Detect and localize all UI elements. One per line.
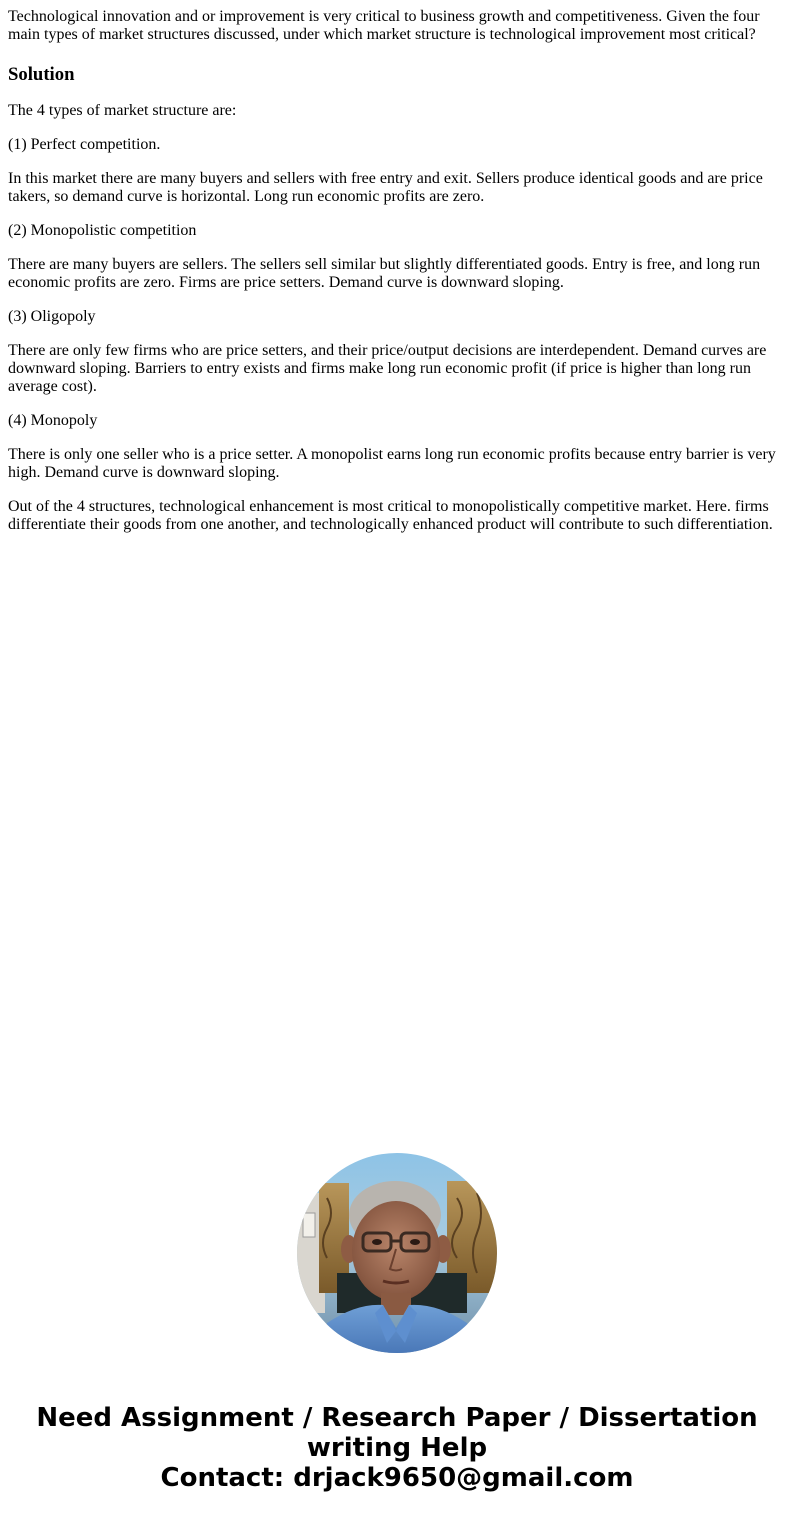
- solution-paragraph: There are only few firms who are price setters, and their price/output decisions are interdependent. Demand curves are downward sloping. Barriers to entry exists and firms make long run economic profit (if price is higher than long run average cost).: [8, 342, 767, 395]
- solution-paragraph: (3) Oligopoly: [8, 308, 96, 325]
- document-body: [8, 8, 786, 550]
- footer-line: Need Assignment / Research Paper / Dissertation: [36, 1403, 758, 1433]
- solution-paragraph: There is only one seller who is a price setter. A monopolist earns long run economic profits because entry barrier is very high. Demand curve is downward sloping.: [8, 446, 776, 481]
- solution-paragraph: Out of the 4 structures, technological enhancement is most critical to monopolistically competitive market. Here. firms differentiate their goods from one another, and technologically enhanced product will contribute to such differentiation.: [8, 498, 773, 533]
- avatar: [297, 1153, 497, 1353]
- solution-heading: Solution: [8, 64, 75, 85]
- question-text: Technological innovation and or improvement is very critical to business growth and competitiveness. Given the four main types of market structures discussed, under which market structure is technological improvement most critical?: [8, 8, 760, 43]
- footer-line: writing Help: [306, 1433, 488, 1463]
- avatar-portrait-image: [297, 1153, 497, 1353]
- solution-paragraph: The 4 types of market structure are:: [8, 102, 237, 119]
- footer-contact: Contact: drjack9650@gmail.com: [160, 1463, 634, 1493]
- solution-paragraph: (2) Monopolistic competition: [8, 222, 197, 239]
- solution-paragraph: In this market there are many buyers and sellers with free entry and exit. Sellers produce identical goods and are price takers, so demand curve is horizontal. Long run economic profits are zero.: [8, 170, 763, 205]
- solution-paragraph: There are many buyers are sellers. The sellers sell similar but slightly differentiated goods. Entry is free, and long run economic profits are zero. Firms are price setters. Demand curve is downward sloping.: [8, 256, 761, 291]
- solution-paragraph: (4) Monopoly: [8, 412, 98, 429]
- solution-paragraph: (1) Perfect competition.: [8, 136, 161, 153]
- footer-ad: [0, 1403, 794, 1493]
